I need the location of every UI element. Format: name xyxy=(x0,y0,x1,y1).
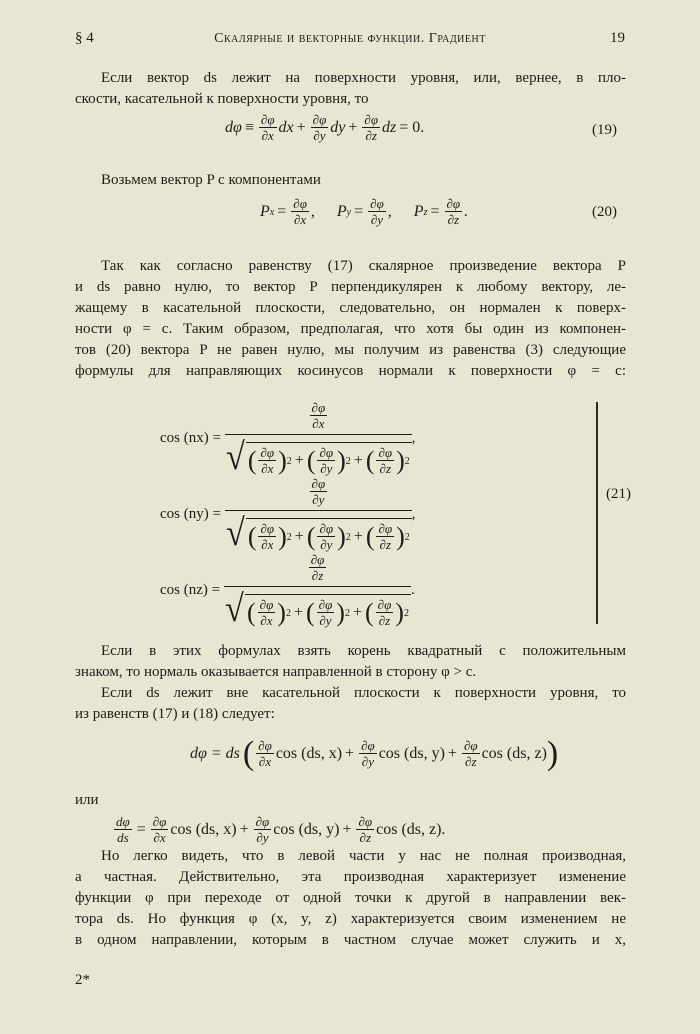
math-symbol: ∂z xyxy=(379,461,392,476)
fraction xyxy=(291,196,309,228)
fraction xyxy=(225,400,412,477)
math-symbol: ∂φ xyxy=(370,196,384,211)
math-symbol: ∂φ xyxy=(446,196,461,211)
text-line: из равенств (17) и (18) следует: xyxy=(75,706,275,722)
eq-operator: ≡ xyxy=(244,119,254,136)
eq-term: dx xyxy=(278,119,294,136)
math-symbol: dφ = ds xyxy=(190,745,240,762)
math-symbol: cos (ny) = xyxy=(160,506,221,522)
math-symbol: P xyxy=(260,203,270,220)
fraction-part xyxy=(246,518,412,553)
math-symbol: ∂x xyxy=(258,754,272,769)
fraction-part xyxy=(224,587,411,629)
text-line: жащему в касательной плоскости, следовательно, он нормален к поверх- xyxy=(75,300,626,316)
fraction-part xyxy=(114,814,132,846)
eq-term: dz xyxy=(382,119,397,136)
math-symbol: dφ xyxy=(116,814,130,829)
math-symbol: ∂y xyxy=(320,461,333,476)
math-symbol: cos (ds, x) xyxy=(275,745,343,762)
math-symbol: . xyxy=(464,203,469,220)
math-symbol: = xyxy=(354,203,364,220)
math-symbol: ) xyxy=(396,446,405,475)
math-symbol: 2 xyxy=(286,531,292,543)
fraction xyxy=(259,112,277,144)
text-line: в одном направлении, которым в частном случае может служить и x, xyxy=(75,932,626,948)
math-symbol: ∂y xyxy=(256,830,269,845)
text-line: Если вектор ds лежит на поверхности уровня, или, вернее, в пло- xyxy=(101,70,626,86)
equation-19 xyxy=(225,112,427,144)
text-line: Если в этих формулах взять корень квадратный с положительным xyxy=(101,643,626,659)
math-symbol: ( xyxy=(305,598,315,627)
math-symbol: ∂φ xyxy=(152,814,167,829)
math-symbol: ( xyxy=(306,522,316,551)
math-symbol: cos (ds, z) xyxy=(481,745,547,762)
math-symbol: ∂φ xyxy=(260,521,275,536)
math-symbol: ∂x xyxy=(153,830,166,845)
math-symbol: 2 xyxy=(403,607,409,619)
fraction-part xyxy=(317,521,335,553)
math-symbol: ∂x xyxy=(261,461,274,476)
math-symbol: 2 xyxy=(344,607,350,619)
fraction-part xyxy=(225,400,412,435)
math-symbol: ( xyxy=(365,446,375,475)
fraction-part xyxy=(356,814,374,846)
math-symbol: 2 xyxy=(285,607,291,619)
math-symbol: , xyxy=(411,506,416,522)
math-symbol: ds xyxy=(117,830,129,845)
fraction-part xyxy=(462,738,480,770)
math-symbol: ∂φ xyxy=(311,400,326,415)
math-symbol: ( xyxy=(247,446,257,475)
math-symbol: ∂φ xyxy=(312,112,327,127)
math-symbol: ∂φ xyxy=(377,597,392,612)
equation-number: (19) xyxy=(592,122,617,138)
fraction-part xyxy=(258,521,276,553)
math-symbol: + xyxy=(353,452,363,469)
equation-number: (21) xyxy=(606,486,631,502)
math-symbol: ∂φ xyxy=(463,738,478,753)
fraction xyxy=(445,196,463,228)
text-line: тов (20) вектора P не равен нулю, мы получим из равенства (3) следующие xyxy=(75,342,626,358)
math-symbol: ∂z xyxy=(365,128,377,143)
math-symbol: ∂φ xyxy=(260,445,275,460)
text-or: или xyxy=(75,792,99,808)
fraction-part xyxy=(376,521,394,553)
equation-20 xyxy=(260,196,468,228)
fraction xyxy=(225,476,412,553)
math-symbol: ∂φ xyxy=(311,476,326,491)
equation-number: (20) xyxy=(592,204,617,220)
equation-23 xyxy=(112,814,445,846)
math-symbol: ∂φ xyxy=(258,738,272,753)
fraction-part xyxy=(317,597,335,629)
math-symbol: 2 xyxy=(345,531,351,543)
math-symbol: cos (ds, y) xyxy=(273,821,340,838)
text-line: формулы для направляющих косинусов нормали к поверхности φ = c: xyxy=(75,363,626,379)
text-line: знаком, то нормаль оказывается направленной в сторону φ > c. xyxy=(75,664,477,680)
math-symbol: + xyxy=(345,745,355,762)
math-symbol: x xyxy=(269,206,275,218)
math-symbol: + xyxy=(293,604,303,621)
direction-cosine-row xyxy=(160,476,416,553)
math-symbol: + xyxy=(294,452,304,469)
math-symbol: ∂φ xyxy=(259,597,274,612)
math-symbol: + xyxy=(447,745,457,762)
equation-22 xyxy=(190,735,559,772)
math-symbol: 2 xyxy=(404,455,410,467)
fraction-part xyxy=(309,552,327,584)
math-symbol: ∂φ xyxy=(378,521,393,536)
text-line: а частная. Действительно, эта производная характеризует изменение xyxy=(75,869,626,885)
math-symbol: cos (nz) = xyxy=(160,582,221,598)
text-line: функции φ при переходе от одной точки к другой в направлении век- xyxy=(75,890,626,906)
math-symbol: ) xyxy=(396,522,405,551)
math-symbol: ( xyxy=(246,598,256,627)
paragraph-2 xyxy=(75,170,626,191)
math-symbol: , xyxy=(387,203,392,220)
fraction-part xyxy=(246,442,412,477)
math-symbol: = xyxy=(136,821,146,838)
math-symbol: P xyxy=(413,203,424,220)
math-symbol: ∂φ xyxy=(255,814,270,829)
math-symbol: ∂y xyxy=(370,212,384,227)
math-symbol: ∂z xyxy=(359,830,372,845)
math-symbol: ∂x xyxy=(261,128,274,143)
math-symbol: = xyxy=(277,203,287,220)
direction-cosine-row xyxy=(160,400,416,477)
math-symbol: 2 xyxy=(286,455,292,467)
fraction-part xyxy=(256,738,274,770)
math-symbol: ) xyxy=(336,598,345,627)
math-symbol: cos (nx) = xyxy=(160,430,221,446)
math-symbol: ∂φ xyxy=(358,814,373,829)
math-symbol: . xyxy=(410,582,415,598)
fraction-part xyxy=(376,445,394,477)
eq-operator: + xyxy=(296,119,306,136)
fraction-part xyxy=(359,738,377,770)
math-symbol: 2 xyxy=(345,455,351,467)
fraction-part xyxy=(254,814,272,846)
square-root-icon: √ xyxy=(225,512,245,554)
signature-mark: 2* xyxy=(75,972,90,988)
math-symbol: ) xyxy=(395,598,404,627)
math-symbol: , xyxy=(310,203,315,220)
fraction xyxy=(224,552,411,629)
math-symbol: ∂z xyxy=(311,568,324,583)
running-header xyxy=(75,30,625,52)
math-symbol: + xyxy=(294,528,304,545)
math-symbol: + xyxy=(239,821,249,838)
math-symbol: ( xyxy=(247,522,257,551)
math-symbol: ∂z xyxy=(379,537,392,552)
math-symbol: ∂φ xyxy=(364,112,379,127)
fraction-part xyxy=(258,597,276,629)
math-symbol: ) xyxy=(337,446,346,475)
math-symbol: ∂x xyxy=(261,537,274,552)
system-bracket xyxy=(596,402,598,624)
math-symbol: 2 xyxy=(404,531,410,543)
math-symbol: cos (ds, y) xyxy=(378,745,445,762)
page-number: 19 xyxy=(610,30,625,46)
text-line: и ds равно нулю, то вектор P перпендикулярен к любому вектору, ле- xyxy=(75,279,626,295)
math-symbol: z xyxy=(423,206,428,218)
math-symbol: ∂φ xyxy=(378,445,393,460)
math-symbol: ∂φ xyxy=(310,552,325,567)
math-symbol: ( xyxy=(306,446,316,475)
paragraph-4 xyxy=(75,641,626,725)
math-symbol: + xyxy=(352,604,362,621)
math-symbol: ∂y xyxy=(312,492,325,507)
math-symbol: = xyxy=(430,203,440,220)
fraction xyxy=(362,112,380,144)
eq-term: = 0. xyxy=(399,119,425,136)
math-symbol: ) xyxy=(278,522,287,551)
square-root-icon: √ xyxy=(225,588,244,630)
fraction-part xyxy=(225,435,412,477)
fraction-part xyxy=(245,594,411,629)
math-symbol: ∂φ xyxy=(319,521,334,536)
math-symbol: ∂x xyxy=(312,416,325,431)
math-symbol: ∂φ xyxy=(318,597,333,612)
chapter-title: Скалярные и векторные функции. Градиент xyxy=(214,31,486,46)
math-symbol: ∂φ xyxy=(260,112,275,127)
fraction-part xyxy=(376,597,394,629)
fraction-part xyxy=(310,476,328,508)
text-line: Но легко видеть, что в левой части у нас не полная производная, xyxy=(101,848,626,864)
text-line: Так как согласно равенству (17) скалярное произведение вектора P xyxy=(101,258,626,274)
text-line: Возьмем вектор P с компонентами xyxy=(101,172,321,188)
fraction xyxy=(368,196,386,228)
text-line: скости, касательной к поверхности уровня, то xyxy=(75,91,369,107)
fraction-part xyxy=(225,511,412,553)
math-symbol: + xyxy=(342,821,352,838)
math-symbol: ∂φ xyxy=(361,738,375,753)
math-symbol: ∂y xyxy=(361,754,374,769)
text-line: Если ds лежит вне касательной плоскости к поверхности уровня, то xyxy=(101,685,626,701)
text-line: ности φ = c. Таким образом, предполагая, что хотя бы один из компонен- xyxy=(75,321,626,337)
math-symbol: cos (ds, x) xyxy=(170,821,237,838)
paragraph-1 xyxy=(75,68,626,110)
math-symbol: ) xyxy=(546,735,559,772)
fraction-part xyxy=(317,445,335,477)
fraction-part xyxy=(258,445,276,477)
direction-cosine-row xyxy=(160,552,415,629)
fraction-part xyxy=(224,552,411,587)
math-symbol: ∂x xyxy=(293,212,307,227)
math-symbol: , xyxy=(411,430,416,446)
math-symbol: ∂y xyxy=(320,537,333,552)
math-symbol: ∂y xyxy=(313,128,326,143)
math-symbol: + xyxy=(353,528,363,545)
math-symbol: ( xyxy=(364,598,374,627)
text-line: тора ds. Но функция φ (x, y, z) характеризуется своим изменением не xyxy=(75,911,626,927)
math-symbol: cos (ds, z). xyxy=(376,821,446,838)
math-symbol: ∂φ xyxy=(319,445,334,460)
math-symbol: ( xyxy=(365,522,375,551)
math-symbol: ( xyxy=(242,735,255,772)
math-symbol: ∂x xyxy=(260,613,273,628)
eq-operator: + xyxy=(348,119,358,136)
square-root-icon: √ xyxy=(225,436,245,478)
fraction-part xyxy=(310,400,328,432)
math-symbol: y xyxy=(346,206,352,218)
math-symbol: ∂z xyxy=(465,754,477,769)
fraction xyxy=(311,112,329,144)
paragraph-3 xyxy=(75,256,626,382)
math-symbol: ) xyxy=(277,598,286,627)
fraction-part xyxy=(225,476,412,511)
math-symbol: ∂y xyxy=(319,613,332,628)
section-number: § 4 xyxy=(75,30,94,46)
eq-term: dφ xyxy=(225,119,242,136)
math-symbol: ∂z xyxy=(447,212,460,227)
math-symbol: ) xyxy=(337,522,346,551)
math-symbol: ∂φ xyxy=(293,196,307,211)
eq-term: dy xyxy=(330,119,346,136)
math-symbol: P xyxy=(336,203,347,220)
math-symbol: ∂z xyxy=(378,613,391,628)
fraction-part xyxy=(151,814,169,846)
math-symbol: ) xyxy=(278,446,287,475)
paragraph-5 xyxy=(75,846,626,951)
